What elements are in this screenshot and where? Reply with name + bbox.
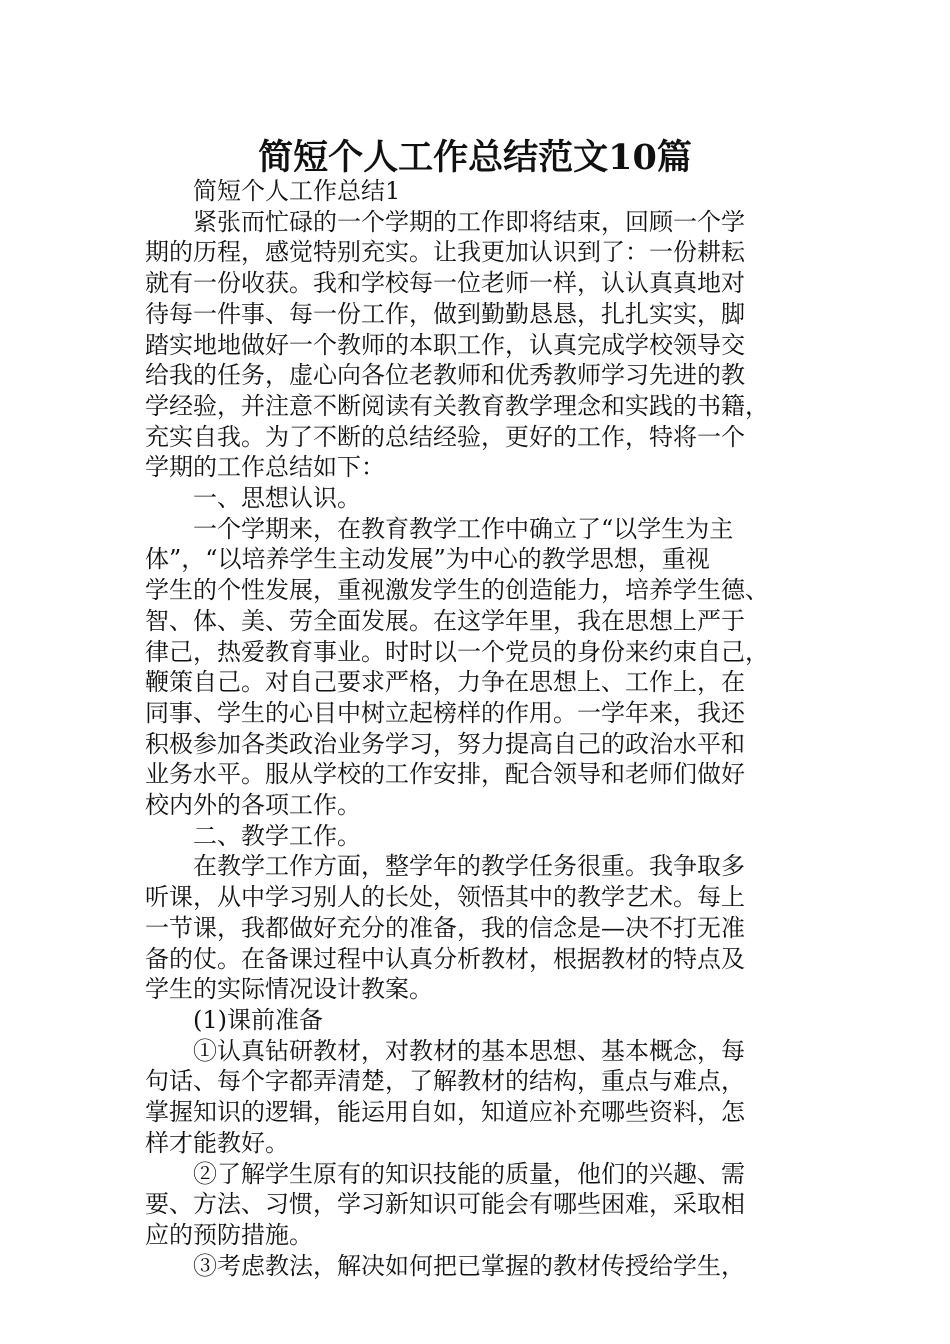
- text-line: 校内外的各项工作。: [145, 791, 361, 820]
- text-line: 要、方法、习惯，学习新知识可能会有哪些困难，采取相: [145, 1190, 745, 1219]
- paragraph: [145, 514, 805, 821]
- paragraph: [145, 176, 805, 207]
- text-line: 句话、每个字都弄清楚，了解教材的结构，重点与难点，: [145, 1067, 745, 1096]
- paragraph: [145, 483, 805, 514]
- text-line: 学生的个性发展，重视激发学生的创造能力，培养学生德、: [145, 576, 769, 605]
- paragraph: [145, 851, 805, 1005]
- document-title: 简短个人工作总结范文10篇: [258, 137, 692, 178]
- text-line: 律己，热爱教育事业。时时以一个党员的身份来约束自己，: [145, 637, 769, 666]
- text-line: 样才能教好。: [145, 1128, 289, 1157]
- text-line: 掌握知识的逻辑，能运用自如，知道应补充哪些资料，怎: [145, 1098, 745, 1127]
- text-line: (1)课前准备: [193, 1005, 323, 1034]
- paragraph: [145, 1036, 805, 1159]
- text-line: 期的历程，感觉特别充实。让我更加认识到了：一份耕耘: [145, 238, 745, 267]
- text-line: 紧张而忙碌的一个学期的工作即将结束，回顾一个学: [193, 207, 745, 236]
- paragraph: [145, 207, 805, 483]
- text-line: 简短个人工作总结1: [193, 177, 401, 205]
- text-line: 在教学工作方面，整学年的教学任务很重。我争取多: [193, 852, 745, 881]
- text-line: 备的仗。在备课过程中认真分析教材，根据教材的特点及: [145, 944, 745, 973]
- text-line: 积极参加各类政治业务学习，努力提高自己的政治水平和: [145, 729, 745, 758]
- text-line: 充实自我。为了不断的总结经验，更好的工作，特将一个: [145, 422, 745, 451]
- text-line: 一节课，我都做好充分的准备，我的信念是—决不打无准: [145, 913, 745, 942]
- text-line: 就有一份收获。我和学校每一位老师一样，认认真真地对: [145, 269, 745, 298]
- paragraph: [145, 1005, 805, 1036]
- text-line: 踏实地地做好一个教师的本职工作，认真完成学校领导交: [145, 330, 745, 359]
- paragraph: [145, 821, 805, 852]
- text-line: 学经验，并注意不断阅读有关教育教学理念和实践的书籍，: [145, 391, 769, 420]
- text-line: 听课，从中学习别人的长处，领悟其中的教学艺术。每上: [145, 883, 745, 912]
- text-line: 一个学期来，在教育教学工作中确立了“以学生为主: [193, 514, 734, 543]
- paragraph: [145, 1251, 805, 1282]
- text-line: ①认真钻研教材，对教材的基本思想、基本概念，每: [193, 1036, 745, 1065]
- text-line: 业务水平。服从学校的工作安排，配合领导和老师们做好: [145, 760, 745, 789]
- text-line: 学生的实际情况设计教案。: [145, 975, 433, 1004]
- text-line: 应的预防措施。: [145, 1220, 313, 1249]
- text-line: 体”，“以培养学生主动发展”为中心的教学思想，重视: [145, 545, 710, 574]
- text-line: ③考虑教法，解决如何把已掌握的教材传授给学生，: [193, 1251, 745, 1280]
- text-line: 同事、学生的心目中树立起榜样的作用。一学年来，我还: [145, 698, 745, 727]
- text-line: 二、教学工作。: [193, 821, 361, 850]
- text-line: 学期的工作总结如下：: [145, 453, 385, 482]
- text-line: 智、体、美、劳全面发展。在这学年里，我在思想上严于: [145, 606, 745, 635]
- text-line: ②了解学生原有的知识技能的质量，他们的兴趣、需: [193, 1159, 745, 1188]
- text-line: 待每一件事、每一份工作，做到勤勤恳恳，扎扎实实，脚: [145, 299, 745, 328]
- document-body: [145, 176, 805, 1281]
- paragraph: [145, 1159, 805, 1251]
- text-line: 给我的任务，虚心向各位老教师和优秀教师学习先进的教: [145, 361, 745, 390]
- text-line: 一、思想认识。: [193, 484, 361, 513]
- text-line: 鞭策自己。对自己要求严格，力争在思想上、工作上，在: [145, 668, 745, 697]
